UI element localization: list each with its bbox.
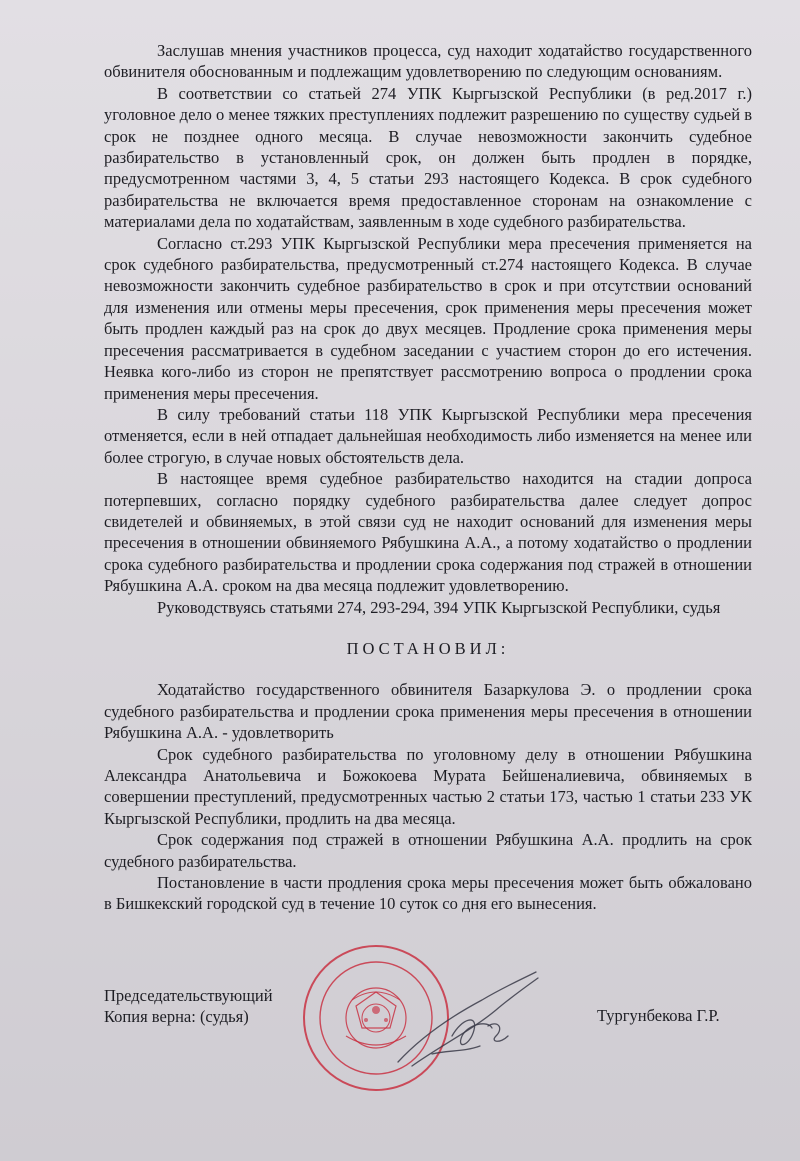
paragraph-guided-by: Руководствуясь статьями 274, 293-294, 394 УПК Кыргызской Республики, судья: [157, 597, 721, 617]
resolution-item-3: Срок содержания под стражей в отношении Рябушкина А.А. продлить на срок судебного разбирательства.: [104, 830, 752, 871]
paragraph-hearing: Заслушав мнения участников процесса, суд находит ходатайство государственного обвинителя обоснованным и подлежащим удовлетворению по следующим основаниям.: [104, 41, 752, 82]
document-body: [104, 40, 752, 915]
copy-certified-label: Копия верна: (судья): [104, 1007, 249, 1027]
judge-name: Тургунбекова Г.Р.: [597, 1006, 720, 1025]
resolution-item-4: Постановление в части продления срока меры пресечения может быть обжаловано в Бишкекский городской суд в течение 10 суток со дня его вынесения.: [104, 873, 752, 914]
paragraph-article-293: Согласно ст.293 УПК Кыргызской Республики мера пресечения применяется на срок судебного разбирательства, предусмотренный ст.274 настоящего Кодекса. В случае невозможности закончить судебное разбирательство в срок и при отсутствии оснований для изменения или отмены меры пресечения, срок применения меры пресечения может быть продлен каждый раз на срок до двух месяцев. Продление срока применения меры пресечения рассматривается в судебном заседании с участием сторон до его истечения. Неявка кого-либо из сторон не препятствует рассмотрению вопроса о продлении срока применения меры пресечения.: [104, 233, 752, 403]
signature-role-block: [104, 985, 273, 1028]
presiding-judge-label: Председательствующий: [104, 986, 273, 1005]
judge-signature: [392, 966, 542, 1076]
paragraph-article-274: В соответствии со статьей 274 УПК Кыргызской Республики (в ред.2017 г.) уголовное дело о менее тяжких преступлениях подлежит разрешению по существу судьей в срок не позднее одного месяца. В случае невозможности закончить судебное разбирательство в установленный срок, он должен быть продлен в порядке, предусмотренном частями 3, 4, 5 статьи 293 настоящего Кодекса. В срок судебного разбирательства не включается время предоставленное сторонам на ознакомление с материалами дела по ходатайствам, заявленным в ходе судебного разбирательства.: [104, 83, 752, 232]
paragraph-article-118: В силу требований статьи 118 УПК Кыргызской Республики мера пресечения отменяется, если в ней отпадает дальнейшая необходимость либо изменяется на менее или более строгую, в случае новых обстоятельств дела.: [104, 404, 752, 467]
resolution-heading: ПОСТАНОВИЛ:: [346, 638, 510, 658]
resolution-item-2: Срок судебного разбирательства по уголовному делу в отношении Рябушкина Александра Анатольевича и Божокоева Мурата Бейшеналиевича, обвиняемых в совершении преступлений, предусмотренных частью 2 статьи 173, частью 1 статьи 233 УК Кыргызской Республики, продлить на два месяца.: [104, 744, 752, 828]
paragraph-current-stage: В настоящее время судебное разбирательство находится на стадии допроса потерпевших, согласно порядку судебного разбирательства далее следует допрос свидетелей и обвиняемых, в этой связи суд не находит оснований для изменения меры пресечения в отношении обвиняемого Рябушкина А.А., а потому ходатайство о продлении срока судебного разбирательства и продлении срока содержания под стражей в отношении Рябушкина А.А. сроком на два месяца подлежит удовлетворению.: [104, 469, 752, 596]
resolution-item-1: Ходатайство государственного обвинителя Базаркулова Э. о продлении срока судебного разбирательства и продлении срока применения меры пресечения в отношении Рябушкина А.А. - удовлетворить: [104, 680, 752, 743]
